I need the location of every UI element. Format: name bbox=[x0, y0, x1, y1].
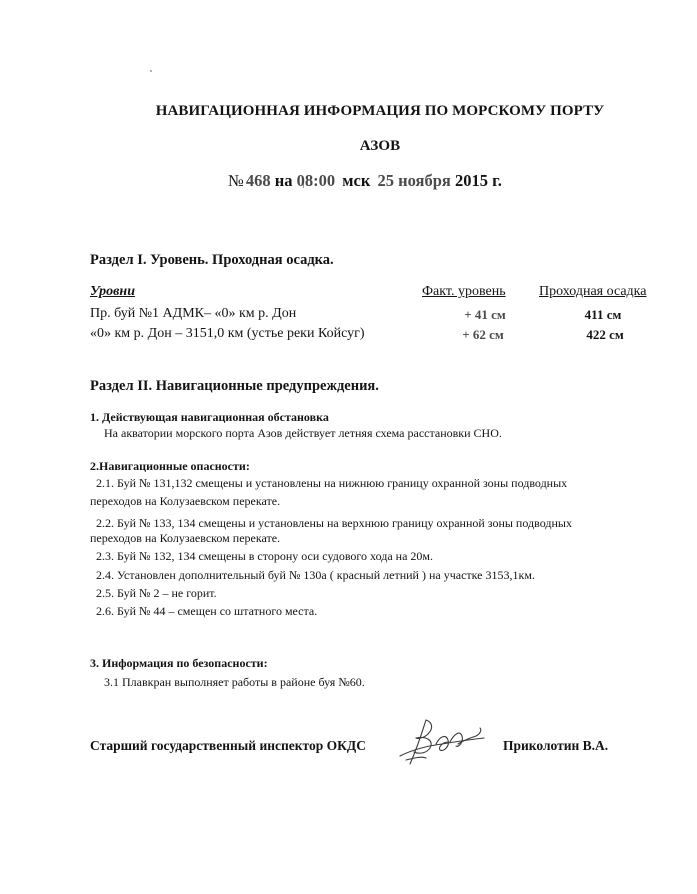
danger-item-2-3: 2.3. Буй № 132, 134 смещены в сторону оси судового хода на 20м. bbox=[96, 549, 434, 563]
column-header-levels: Уровни bbox=[90, 284, 135, 299]
column-header-draft: Проходная осадка bbox=[539, 284, 647, 299]
signatory-name: Приколотин В.А. bbox=[503, 738, 609, 753]
column-header-fact-level: Факт. уровень bbox=[422, 284, 506, 299]
subsection-1-text: На акватории морского порта Азов действует летняя схема расстановки СНО. bbox=[104, 426, 502, 440]
danger-item-2-6: 2.6. Буй № 44 – смещен со штатного места. bbox=[96, 604, 318, 618]
subsection-2-title: 2.Навигационные опасности: bbox=[90, 459, 250, 473]
danger-item-2-2: 2.2. Буй № 133, 134 смещены и установлены на верхнюю границу охранной зоны подводных bbox=[96, 516, 572, 530]
handwritten-signature bbox=[396, 714, 491, 772]
section2-title: Раздел II. Навигационные предупреждения. bbox=[90, 378, 379, 394]
safety-item-3-1: 3.1 Плавкран выполняет работы в районе буя №60. bbox=[104, 675, 365, 689]
document-title-line1: НАВИГАЦИОННАЯ ИНФОРМАЦИЯ ПО МОРСКОМУ ПОРТУ bbox=[155, 103, 605, 119]
subsection-1-title: 1. Действующая навигационная обстановка bbox=[90, 410, 329, 424]
bulletin-date: 25 ноября bbox=[377, 171, 451, 190]
level-row-2-draft: 422 см bbox=[586, 327, 624, 342]
level-row-1-fact: + 41 см bbox=[464, 307, 506, 322]
bulletin-number-line bbox=[228, 171, 502, 191]
danger-item-2-1-cont: переходов на Колузаевском перекате. bbox=[90, 494, 281, 508]
level-row-1-draft: 411 см bbox=[584, 307, 622, 322]
subsection-3-title: 3. Информация по безопасности: bbox=[90, 656, 268, 670]
document-title-port: АЗОВ bbox=[359, 138, 401, 154]
at-word: на bbox=[274, 171, 293, 190]
number-sign: № bbox=[228, 171, 244, 190]
danger-item-2-4: 2.4. Установлен дополнительный буй № 130а ( красный летний ) на участке 3153,1км. bbox=[96, 568, 535, 582]
level-row-2-name: «0» км р. Дон – 3151,0 км (устье реки Койсуг) bbox=[90, 326, 365, 341]
scan-speck bbox=[150, 70, 152, 72]
level-row-1-name: Пр. буй №1 АДМК– «0» км р. Дон bbox=[90, 306, 297, 321]
signatory-position: Старший государственный инспектор ОКДС bbox=[90, 738, 366, 753]
danger-item-2-1: 2.1. Буй № 131,132 смещены и установлены на нижнюю границу охранной зоны подводных bbox=[96, 476, 568, 490]
section1-title: Раздел I. Уровень. Проходная осадка. bbox=[90, 252, 334, 268]
bulletin-number: 468 bbox=[245, 171, 271, 190]
level-row-2-fact: + 62 см bbox=[462, 327, 504, 342]
bulletin-time: 08:00 bbox=[296, 171, 336, 190]
danger-item-2-2-cont: переходов на Колузаевском перекате. bbox=[90, 531, 281, 545]
danger-item-2-5: 2.5. Буй № 2 – не горит. bbox=[96, 586, 217, 600]
timezone: мск bbox=[342, 171, 371, 190]
bulletin-year: 2015 г. bbox=[454, 171, 502, 190]
